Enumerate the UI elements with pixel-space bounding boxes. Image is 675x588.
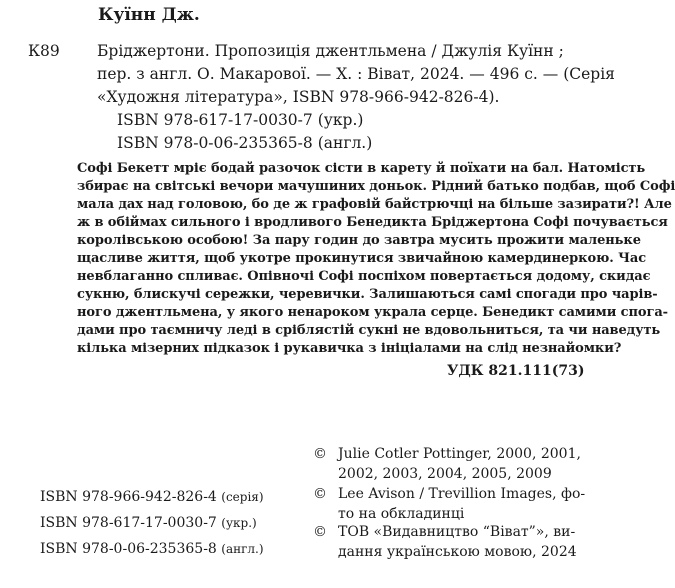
copyright-icon: © bbox=[313, 446, 327, 462]
annotation-line: дами про таємничу леді в сріблястій сукні не вдовольниться, та чи наведуть bbox=[77, 323, 661, 338]
isbn-ukr-top: ISBN 978-617-17-0030-7 (укр.) bbox=[117, 111, 364, 129]
library-code: К89 bbox=[28, 42, 60, 60]
copyright-author: Julie Cotler Pottinger, 2000, 2001, bbox=[338, 446, 581, 462]
isbn-eng-bottom bbox=[40, 541, 264, 557]
annotation-line: збирає на світські вечори мачушиних доньок. Рідний батько подбав, щоб Софі bbox=[77, 179, 675, 194]
isbn-note: (укр.) bbox=[221, 516, 257, 530]
annotation-line: ного джентльмена, у якого ненароком украла серце. Бенедикт самими спога- bbox=[77, 305, 668, 320]
annotation-line: сукню, блискучі сережки, черевички. Залишаються самі спогади про чарів- bbox=[77, 287, 658, 302]
copyright-icon: © bbox=[313, 524, 327, 540]
annotation-line: невблаганно спливає. Опівночі Софі поспіхом повертається додому, скидає bbox=[77, 269, 651, 284]
isbn-ukr-bottom bbox=[40, 515, 257, 531]
isbn-note: (серія) bbox=[221, 490, 264, 504]
annotation-line: кілька мізерних підказок і рукавичка з ініціалами на слід незнайомки? bbox=[77, 341, 622, 356]
catalog-line: «Художня література», ISBN 978-966-942-826-4). bbox=[97, 88, 500, 106]
copyright-cover-photo-cont: то на обкладинці bbox=[338, 506, 465, 522]
copyright-icon: © bbox=[313, 486, 327, 502]
annotation-line: ж в обіймах сильного і вродливого Бенедикта Бріджертона Софі почувається bbox=[77, 215, 668, 230]
copyright-author-cont: 2002, 2003, 2004, 2005, 2009 bbox=[338, 466, 552, 482]
isbn-eng-top: ISBN 978-0-06-235365-8 (англ.) bbox=[117, 134, 373, 152]
isbn-number: ISBN 978-966-942-826-4 bbox=[40, 489, 217, 505]
isbn-series bbox=[40, 489, 264, 505]
catalog-line: пер. з англ. О. Макарової. — Х. : Віват, 2024. — 496 с. — (Серія bbox=[97, 65, 615, 83]
udk-code: УДК 821.111(73) bbox=[447, 363, 585, 379]
isbn-number: ISBN 978-617-17-0030-7 bbox=[40, 515, 217, 531]
copyright-publisher-cont: дання українською мовою, 2024 bbox=[338, 544, 577, 560]
annotation-line: мала дах над головою, бо де ж графовій байстрючці на більше зазирати?! Але bbox=[77, 197, 672, 212]
author-heading: Куїнн Дж. bbox=[98, 5, 200, 25]
isbn-note: (англ.) bbox=[221, 542, 264, 556]
catalog-line: Бріджертони. Пропозиція джентльмена / Джулія Куїнн ; bbox=[97, 42, 564, 60]
isbn-number: ISBN 978-0-06-235365-8 bbox=[40, 541, 217, 557]
annotation-line: королівською особою! За пару годин до завтра мусить прожити маленьке bbox=[77, 233, 641, 248]
annotation-line: щасливе життя, щоб укотре прокинутися звичайною камердинеркою. Час bbox=[77, 251, 647, 266]
copyright-publisher: ТОВ «Видавництво “Віват”», ви- bbox=[338, 524, 576, 540]
copyright-cover-photo: Lee Avison / Trevillion Images, фо- bbox=[338, 486, 586, 502]
annotation-line: Софі Бекетт мріє бодай разочок сісти в карету й поїхати на бал. Натомість bbox=[77, 161, 646, 176]
